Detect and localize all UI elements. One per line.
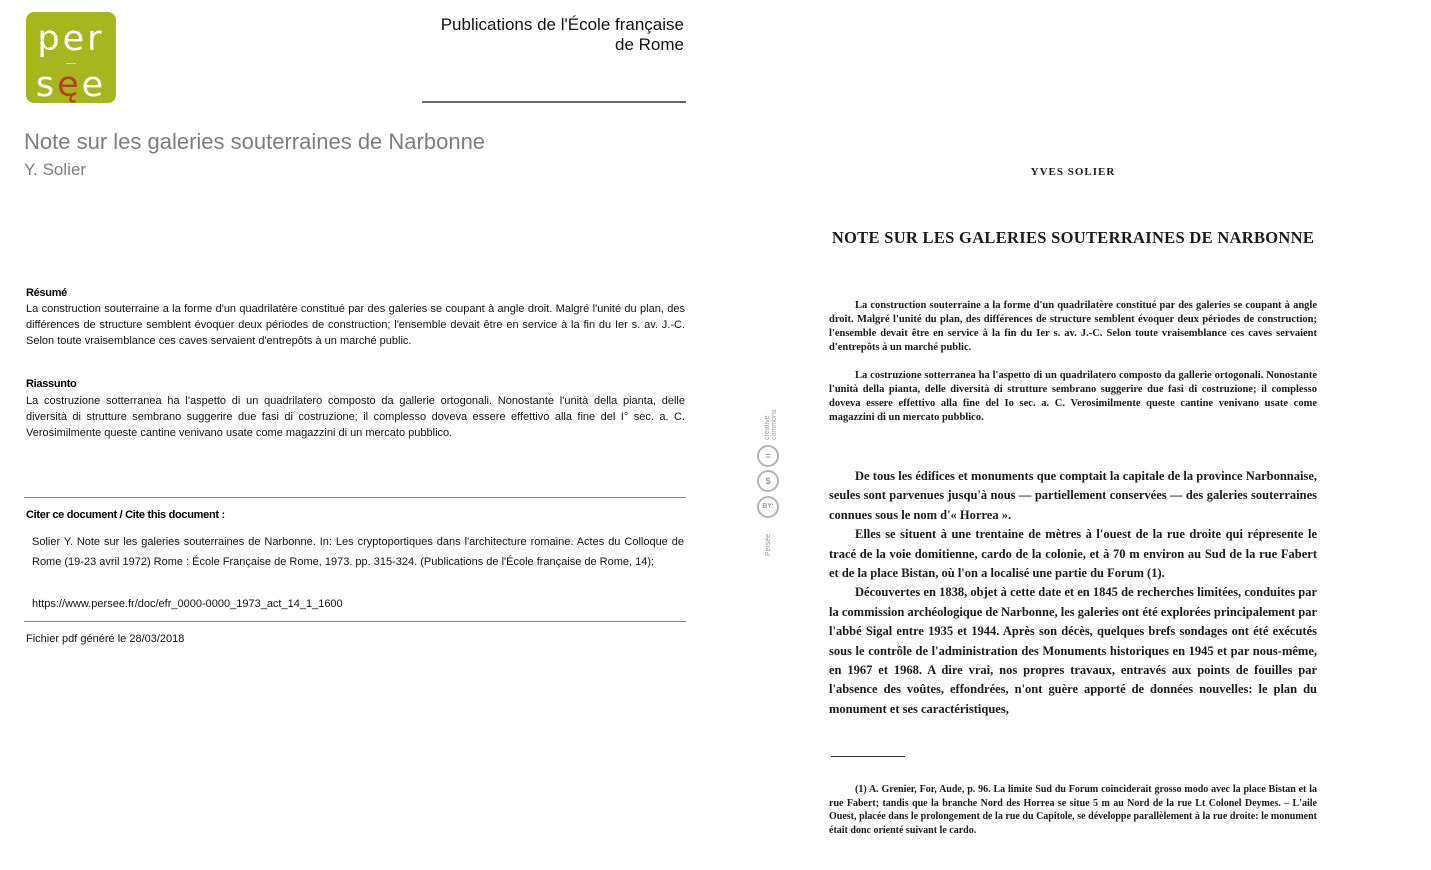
scan-abstract-it: La costruzione sotterranea ha l'aspetto di un quadrilatero composto da gallerie ortogonali. Nonostante l'unità della pianta, delle diversità di strutture sembrano suggerire due fasi di costruzione; il complesso doveva essere effettivo alla fine del Io sec. a. C. Verosimilmente queste cantine venivano usate come magazzini di un mercato pubblico.: [829, 370, 1317, 423]
no-derivatives-icon: =: [757, 445, 779, 467]
scan-footnote: (1) A. Grenier, For, Aude, p. 96. La limite Sud du Forum coinciderait grosso modo avec la place Bistan et la rue Fabert; tandis que la branche Nord des Horrea se situe 5 m au Nord de la rue Lt Colonel Deymes. – L'aile Ouest, placée dans le prolongement de la rue du Capitole, se développe parallèlement à la rue droite: le monument était donc orienté suivant le cardo.: [829, 784, 1317, 836]
license-strip[interactable]: [756, 398, 784, 558]
riassunto-heading: Riassunto: [26, 378, 77, 390]
logo-line-2: sęe: [35, 65, 107, 105]
attribution-icon: BY:: [757, 496, 779, 518]
scan-author: YVES SOLIER: [1030, 166, 1116, 178]
logo-line-1: per: [37, 19, 105, 59]
persee-label: Persée: [765, 533, 772, 556]
logo-divider: [66, 63, 76, 64]
generation-date: Fichier pdf généré le 28/03/2018: [26, 633, 185, 645]
scan-body: [829, 467, 1317, 719]
scan-paragraph: De tous les édifices et monuments que comptait la capitale de la province Narbonnaise, seules sont parvenues jusqu'à nous — partiellement conservées — des galeries souterraines connues sous le nom d'« Horrea ».: [829, 469, 1317, 522]
footnote-divider: [831, 756, 905, 757]
document-author: Y. Solier: [24, 160, 87, 179]
persee-logo[interactable]: [26, 12, 116, 103]
citation-bottom-divider: [24, 621, 686, 622]
resume-heading: Résumé: [26, 287, 67, 299]
scan-title: NOTE SUR LES GALERIES SOUTERRAINES DE NARBONNE: [831, 228, 1315, 247]
commons-label: commons: [771, 409, 778, 440]
document-title: Note sur les galeries souterraines de Narbonne: [24, 129, 486, 154]
citation-heading: Citer ce document / Cite this document :: [26, 509, 225, 521]
collection-name: Publications de l'École française de Rome: [440, 15, 684, 54]
scan-paragraph: Elles se situent à une trentaine de mètres à l'ouest de la rue droite qui répresente le tracé de la voie domitienne, cardo de la colonie, et à 70 m environ au Sud de la rue Fabert et de la place Bistan, où l'on a localisé une partie du Forum (1).: [829, 527, 1317, 581]
scan-abstract-fr: La construction souterraine a la forme d'un quadrilatère constitué par des galeries se coupant à angle droit. Malgré l'unité du plan, des différences de structure semblent évoquer deux périodes de construction; l'ensemble devait être en service à la fin du Ier s. av. J.-C. Selon toute vraisemblance ces caves servaient d'entrepôts à un marché public.: [829, 300, 1317, 353]
header-divider: [422, 101, 686, 103]
riassunto-text: La costruzione sotterranea ha l'aspetto di un quadrilatero composto da gallerie ortogonali. Nonostante l'unità della pianta, delle diversità di strutture sembrano suggerire due fasi di costruzione; il complesso doveva essere effettivo alla fine del I° sec. a. C. Verosimilmente queste cantine venivano usate come magazzini di un mercato pubblico.: [26, 395, 685, 439]
creative-label: creative: [764, 415, 771, 440]
citation-top-divider: [24, 497, 686, 498]
non-commercial-icon: $: [757, 470, 779, 492]
scan-paragraph: Découvertes en 1838, objet à cette date et en 1845 de recherches limitées, conduites par la commission archéologique de Narbonne, les galeries ont été explorées principalement par l'abbé Sigal entre 1935 et 1944. Après son décès, quelques brefs sondages ont été exécutés sous le contrôle de l'administration des Monuments historiques en 1945 et par nous-même, en 1967 et 1968. A dire vrai, nos propres travaux, entravés aux points de fouilles par l'absence des voûtes, effondrées, n'ont guère apporté de données nouvelles: le plan du monument et ses caractéristiques,: [829, 585, 1317, 716]
citation-text: Solier Y. Note sur les galeries souterraines de Narbonne. In: Les cryptoportiques dans l'architecture romaine. Actes du Colloque de Rome (19-23 avril 1972) Rome : École Française de Rome, 1973. pp. 315-324. (Publications de l'École française de Rome, 14);: [32, 536, 684, 568]
resume-text: La construction souterraine a la forme d'un quadrilatère constitué par des galeries se coupant à angle droit. Malgré l'unité du plan, des différences de structure semblent évoquer deux périodes de construction; l'ensemble devait être en service à la fin du Ier s. av. J.-C. Selon toute vraisemblance ces caves servaient d'entrepôts à un marché public.: [26, 303, 685, 347]
citation-url-link[interactable]: https://www.persee.fr/doc/efr_0000-0000_1973_act_14_1_1600: [32, 598, 343, 610]
